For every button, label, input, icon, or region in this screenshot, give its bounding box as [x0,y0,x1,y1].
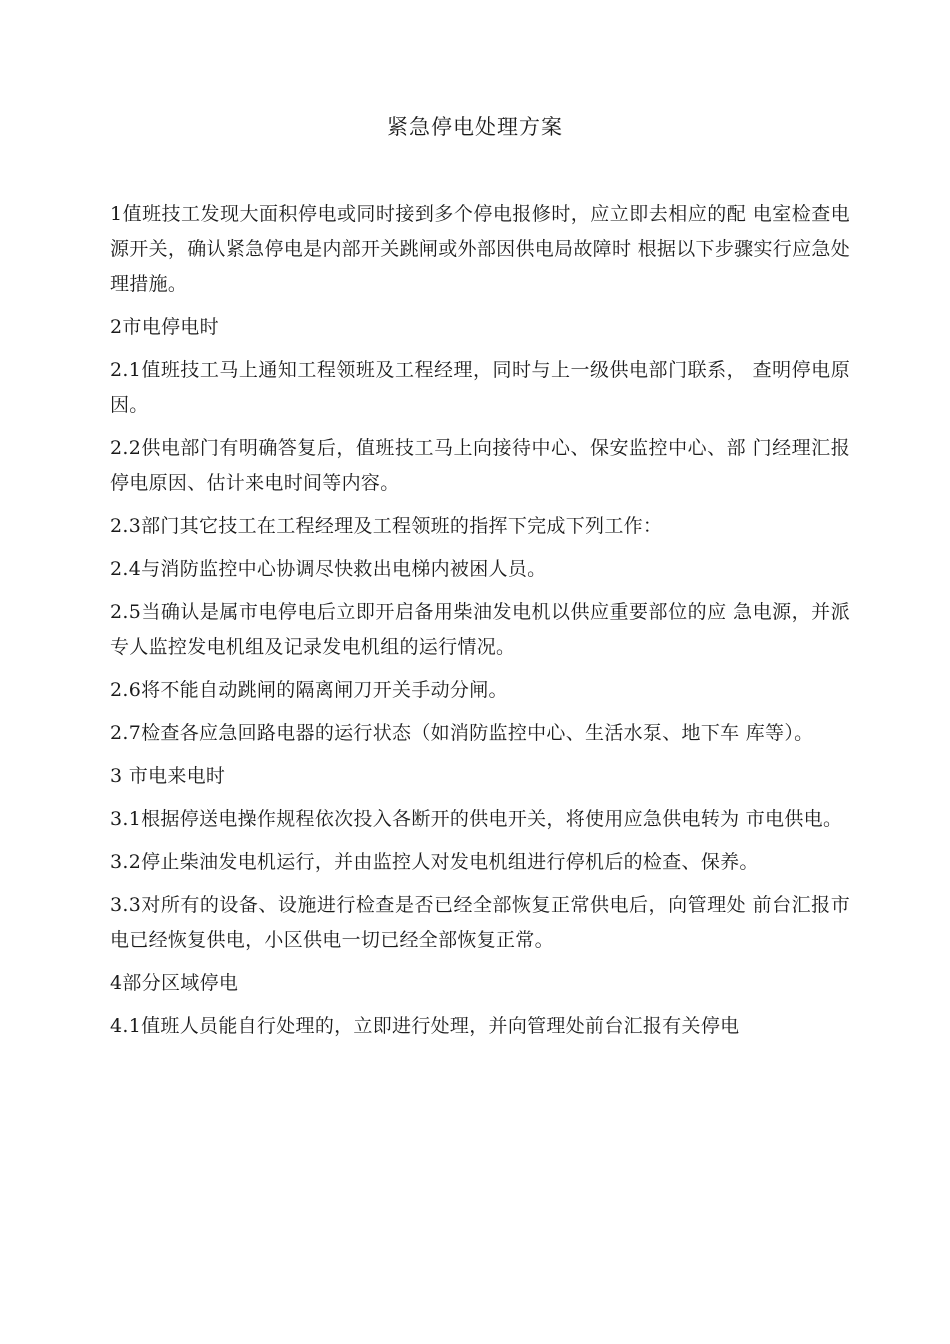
document-body [110,197,850,1052]
paragraph-4-1: 4.1值班人员能自行处理的，立即进行处理，并向管理处前台汇报有关停电 [110,1015,740,1037]
paragraph-3-3: 3.3对所有的设备、设施进行检查是否已经全部恢复正常供电后，向管理处 前台汇报市电已经恢复供电，小区供电一切已经全部恢复正常。 [110,894,850,951]
paragraph-3-2: 3.2停止柴油发电机运行，并由监控人对发电机组进行停机后的检查、保养。 [110,851,759,873]
paragraph-2-1: 2.1值班技工马上通知工程领班及工程经理，同时与上一级供电部门联系， 查明停电原因。 [110,359,850,416]
paragraph-3-1: 3.1根据停送电操作规程依次投入各断开的供电开关，将使用应急供电转为 市电供电。 [110,808,843,830]
paragraph-2-3: 2.3部门其它技工在工程经理及工程领班的指挥下完成下列工作： [110,515,663,537]
paragraph-1: 1值班技工发现大面积停电或同时接到多个停电报修时，应立即去相应的配 电室检查电源开关，确认紧急停电是内部开关跳闸或外部因供电局故障时 根据以下步骤实行应急处理措施。 [110,203,850,295]
section-heading-4: 4部分区域停电 [110,972,239,994]
paragraph-2-5: 2.5当确认是属市电停电后立即开启备用柴油发电机以供应重要部位的应 急电源，并派专人监控发电机组及记录发电机组的运行情况。 [110,601,850,658]
section-heading-3: 3 市电来电时 [110,765,226,787]
paragraph-2-2: 2.2供电部门有明确答复后，值班技工马上向接待中心、保安监控中心、部 门经理汇报停电原因、估计来电时间等内容。 [110,437,850,494]
paragraph-2-4: 2.4与消防监控中心协调尽快救出电梯内被困人员。 [110,558,547,580]
section-heading-2: 2市电停电时 [110,316,219,338]
paragraph-2-6: 2.6将不能自动跳闸的隔离闸刀开关手动分闸。 [110,679,508,701]
paragraph-2-7: 2.7检查各应急回路电器的运行状态（如消防监控中心、生活水泵、地下车 库等）。 [110,722,814,744]
document-title: 紧急停电处理方案 [387,115,563,139]
